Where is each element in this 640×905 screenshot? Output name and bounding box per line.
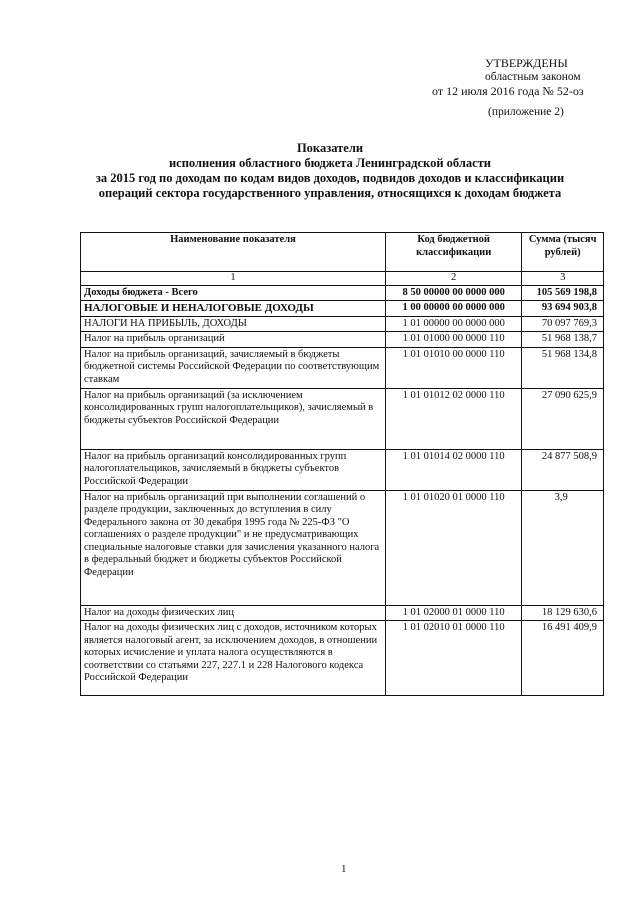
row-code: 8 50 00000 00 0000 000: [385, 285, 521, 301]
title-line: операций сектора государственного управления, относящихся к доходам бюджета: [98, 186, 562, 200]
table-row: [81, 605, 604, 621]
row-code: 1 01 00000 00 0000 000: [385, 316, 521, 332]
table-row: [81, 347, 604, 388]
approval-block: [400, 56, 615, 119]
table-row: [81, 449, 604, 490]
row-name: Налог на прибыль организаций: [81, 332, 386, 348]
row-code: 1 01 01000 00 0000 110: [385, 332, 521, 348]
row-code: 1 01 01012 02 0000 110: [385, 388, 521, 449]
title-line: за 2015 год по доходам по кодам видов доходов, подвидов доходов и классификации: [95, 171, 565, 185]
table-row: [81, 490, 604, 605]
title-line: исполнения областного бюджета Ленинградской области: [168, 156, 492, 170]
col-number: 1: [81, 272, 386, 286]
appendix-note: (приложение 2): [488, 106, 564, 118]
row-sum: 18 129 630,6: [522, 605, 604, 621]
row-name: Налог на прибыль организаций, зачисляемый в бюджеты бюджетной системы Российской Федерации по соответствующим ставкам: [81, 347, 386, 388]
row-name: Налог на прибыль организаций консолидированных групп налогоплательщиков, зачисляемый в бюджеты субъектов Российской Федерации: [81, 449, 386, 490]
approval-line: УТВЕРЖДЕНЫ: [485, 56, 568, 70]
row-name: Доходы бюджета - Всего: [81, 285, 386, 301]
row-name: НАЛОГИ НА ПРИБЫЛЬ, ДОХОДЫ: [81, 316, 386, 332]
row-sum: 16 491 409,9: [522, 621, 604, 696]
col-number: 3: [522, 272, 604, 286]
table-row: [81, 285, 604, 301]
table-row: [81, 621, 604, 696]
row-code: 1 01 01014 02 0000 110: [385, 449, 521, 490]
table-header-row: [81, 233, 604, 272]
row-name: Налог на доходы физических лиц: [81, 605, 386, 621]
row-sum: 51 968 138,7: [522, 332, 604, 348]
row-name: Налог на прибыль организаций (за исключением консолидированных групп налогоплательщиков), зачисляемый в бюджеты субъектов Российской Федерации: [81, 388, 386, 449]
row-name: Налог на доходы физических лиц с доходов, источником которых является налоговый агент, за исключением доходов, в отношении которых исчисление и уплата налога осуществляются в соответствии со статьями 227, 227.1 и 228 Налогового кодекса Российской Федерации: [81, 621, 386, 696]
row-code: 1 01 01020 01 0000 110: [385, 490, 521, 605]
row-code: 1 00 00000 00 0000 000: [385, 301, 521, 317]
header-code: Код бюджетной классификации: [385, 233, 521, 272]
document-title: [60, 141, 600, 201]
row-sum: 93 694 903,8: [522, 301, 604, 317]
row-sum: 3,9: [522, 490, 604, 605]
approval-line: от 12 июля 2016 года № 52-оз: [432, 84, 584, 98]
header-name: Наименование показателя: [81, 233, 386, 272]
row-name: Налог на прибыль организаций при выполнении соглашений о разделе продукции, заключенных до вступления в силу Федерального закона от 30 декабря 1995 года № 225-ФЗ "О соглашениях о разделе продукции" и не предусматривающих специальные налоговые ставки для зачисления указанного налога в федеральный бюджет и бюджеты субъектов Российской Федерации: [81, 490, 386, 605]
row-sum: 51 968 134,8: [522, 347, 604, 388]
header-sum: Сумма (тысяч рублей): [522, 233, 604, 272]
table-row: [81, 301, 604, 317]
row-code: 1 01 02000 01 0000 110: [385, 605, 521, 621]
row-name: НАЛОГОВЫЕ И НЕНАЛОГОВЫЕ ДОХОДЫ: [81, 301, 386, 317]
column-number-row: [81, 272, 604, 286]
row-sum: 105 569 198,8: [522, 285, 604, 301]
row-code: 1 01 01010 00 0000 110: [385, 347, 521, 388]
col-number: 2: [385, 272, 521, 286]
table-row: [81, 388, 604, 449]
table-row: [81, 332, 604, 348]
row-sum: 24 877 508,9: [522, 449, 604, 490]
row-code: 1 01 02010 01 0000 110: [385, 621, 521, 696]
table-row: [81, 316, 604, 332]
page-number: 1: [341, 863, 347, 875]
row-sum: 70 097 769,3: [522, 316, 604, 332]
income-table: [80, 232, 604, 696]
approval-line: областным законом: [485, 71, 581, 83]
title-line: Показатели: [296, 141, 364, 155]
row-sum: 27 090 625,9: [522, 388, 604, 449]
